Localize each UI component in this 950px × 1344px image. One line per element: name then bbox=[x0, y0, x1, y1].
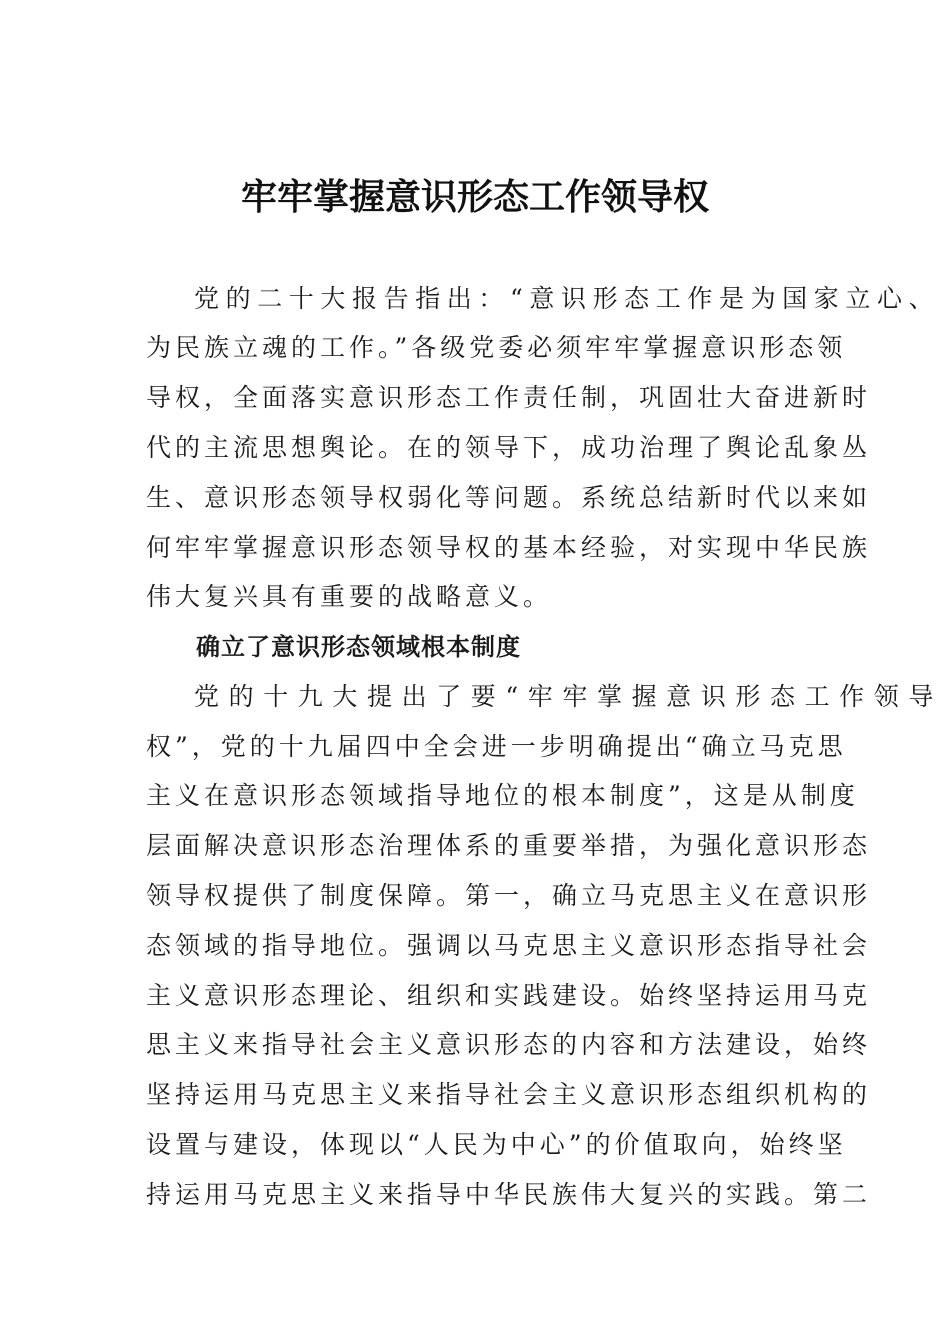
section-heading: 确立了意识形态领域根本制度 bbox=[196, 633, 521, 661]
body-line: 层面解决意识形态治理体系的重要举措，为强化意识形态 bbox=[146, 831, 872, 860]
body-line: 生、意识形态领导权弱化等问题。系统总结新时代以来如 bbox=[146, 483, 872, 512]
document-title: 牢牢掌握意识形态工作领导权 bbox=[240, 176, 709, 218]
body-line: 党的十九大提出了要“牢牢掌握意识形态工作领导 bbox=[194, 682, 943, 711]
body-line: 态领域的指导地位。强调以马克思主义意识形态指导社会 bbox=[146, 931, 872, 960]
body-line: 何牢牢掌握意识形态领导权的基本经验，对实现中华民族 bbox=[146, 533, 872, 562]
body-line: 设置与建设，体现以“人民为中心”的价值取向，始终坚 bbox=[146, 1130, 847, 1159]
body-line: 权”，党的十九届四中全会进一步明确提出“确立马克思 bbox=[146, 732, 847, 761]
body-line: 党的二十大报告指出：“意识形态工作是为国家立心、 bbox=[194, 284, 941, 313]
body-line: 代的主流思想舆论。在的领导下，成功治理了舆论乱象丛 bbox=[146, 433, 872, 462]
body-line: 主义在意识形态领域指导地位的根本制度”，这是从制度 bbox=[146, 781, 859, 810]
body-line: 伟大复兴具有重要的战略意义。 bbox=[146, 582, 553, 611]
body-line: 坚持运用马克思主义来指导社会主义意识形态组织机构的 bbox=[146, 1080, 872, 1109]
body-line: 思主义来指导社会主义意识形态的内容和方法建设，始终 bbox=[146, 1030, 872, 1059]
body-line: 为民族立魂的工作。”各级党委必须牢牢掌握意识形态领 bbox=[146, 333, 847, 362]
body-line: 领导权提供了制度保障。第一，确立马克思主义在意识形 bbox=[146, 881, 872, 910]
body-line: 持运用马克思主义来指导中华民族伟大复兴的实践。第二 bbox=[146, 1180, 872, 1209]
body-line: 导权，全面落实意识形态工作责任制，巩固壮大奋进新时 bbox=[146, 383, 872, 412]
body-line: 主义意识形态理论、组织和实践建设。始终坚持运用马克 bbox=[146, 981, 872, 1010]
